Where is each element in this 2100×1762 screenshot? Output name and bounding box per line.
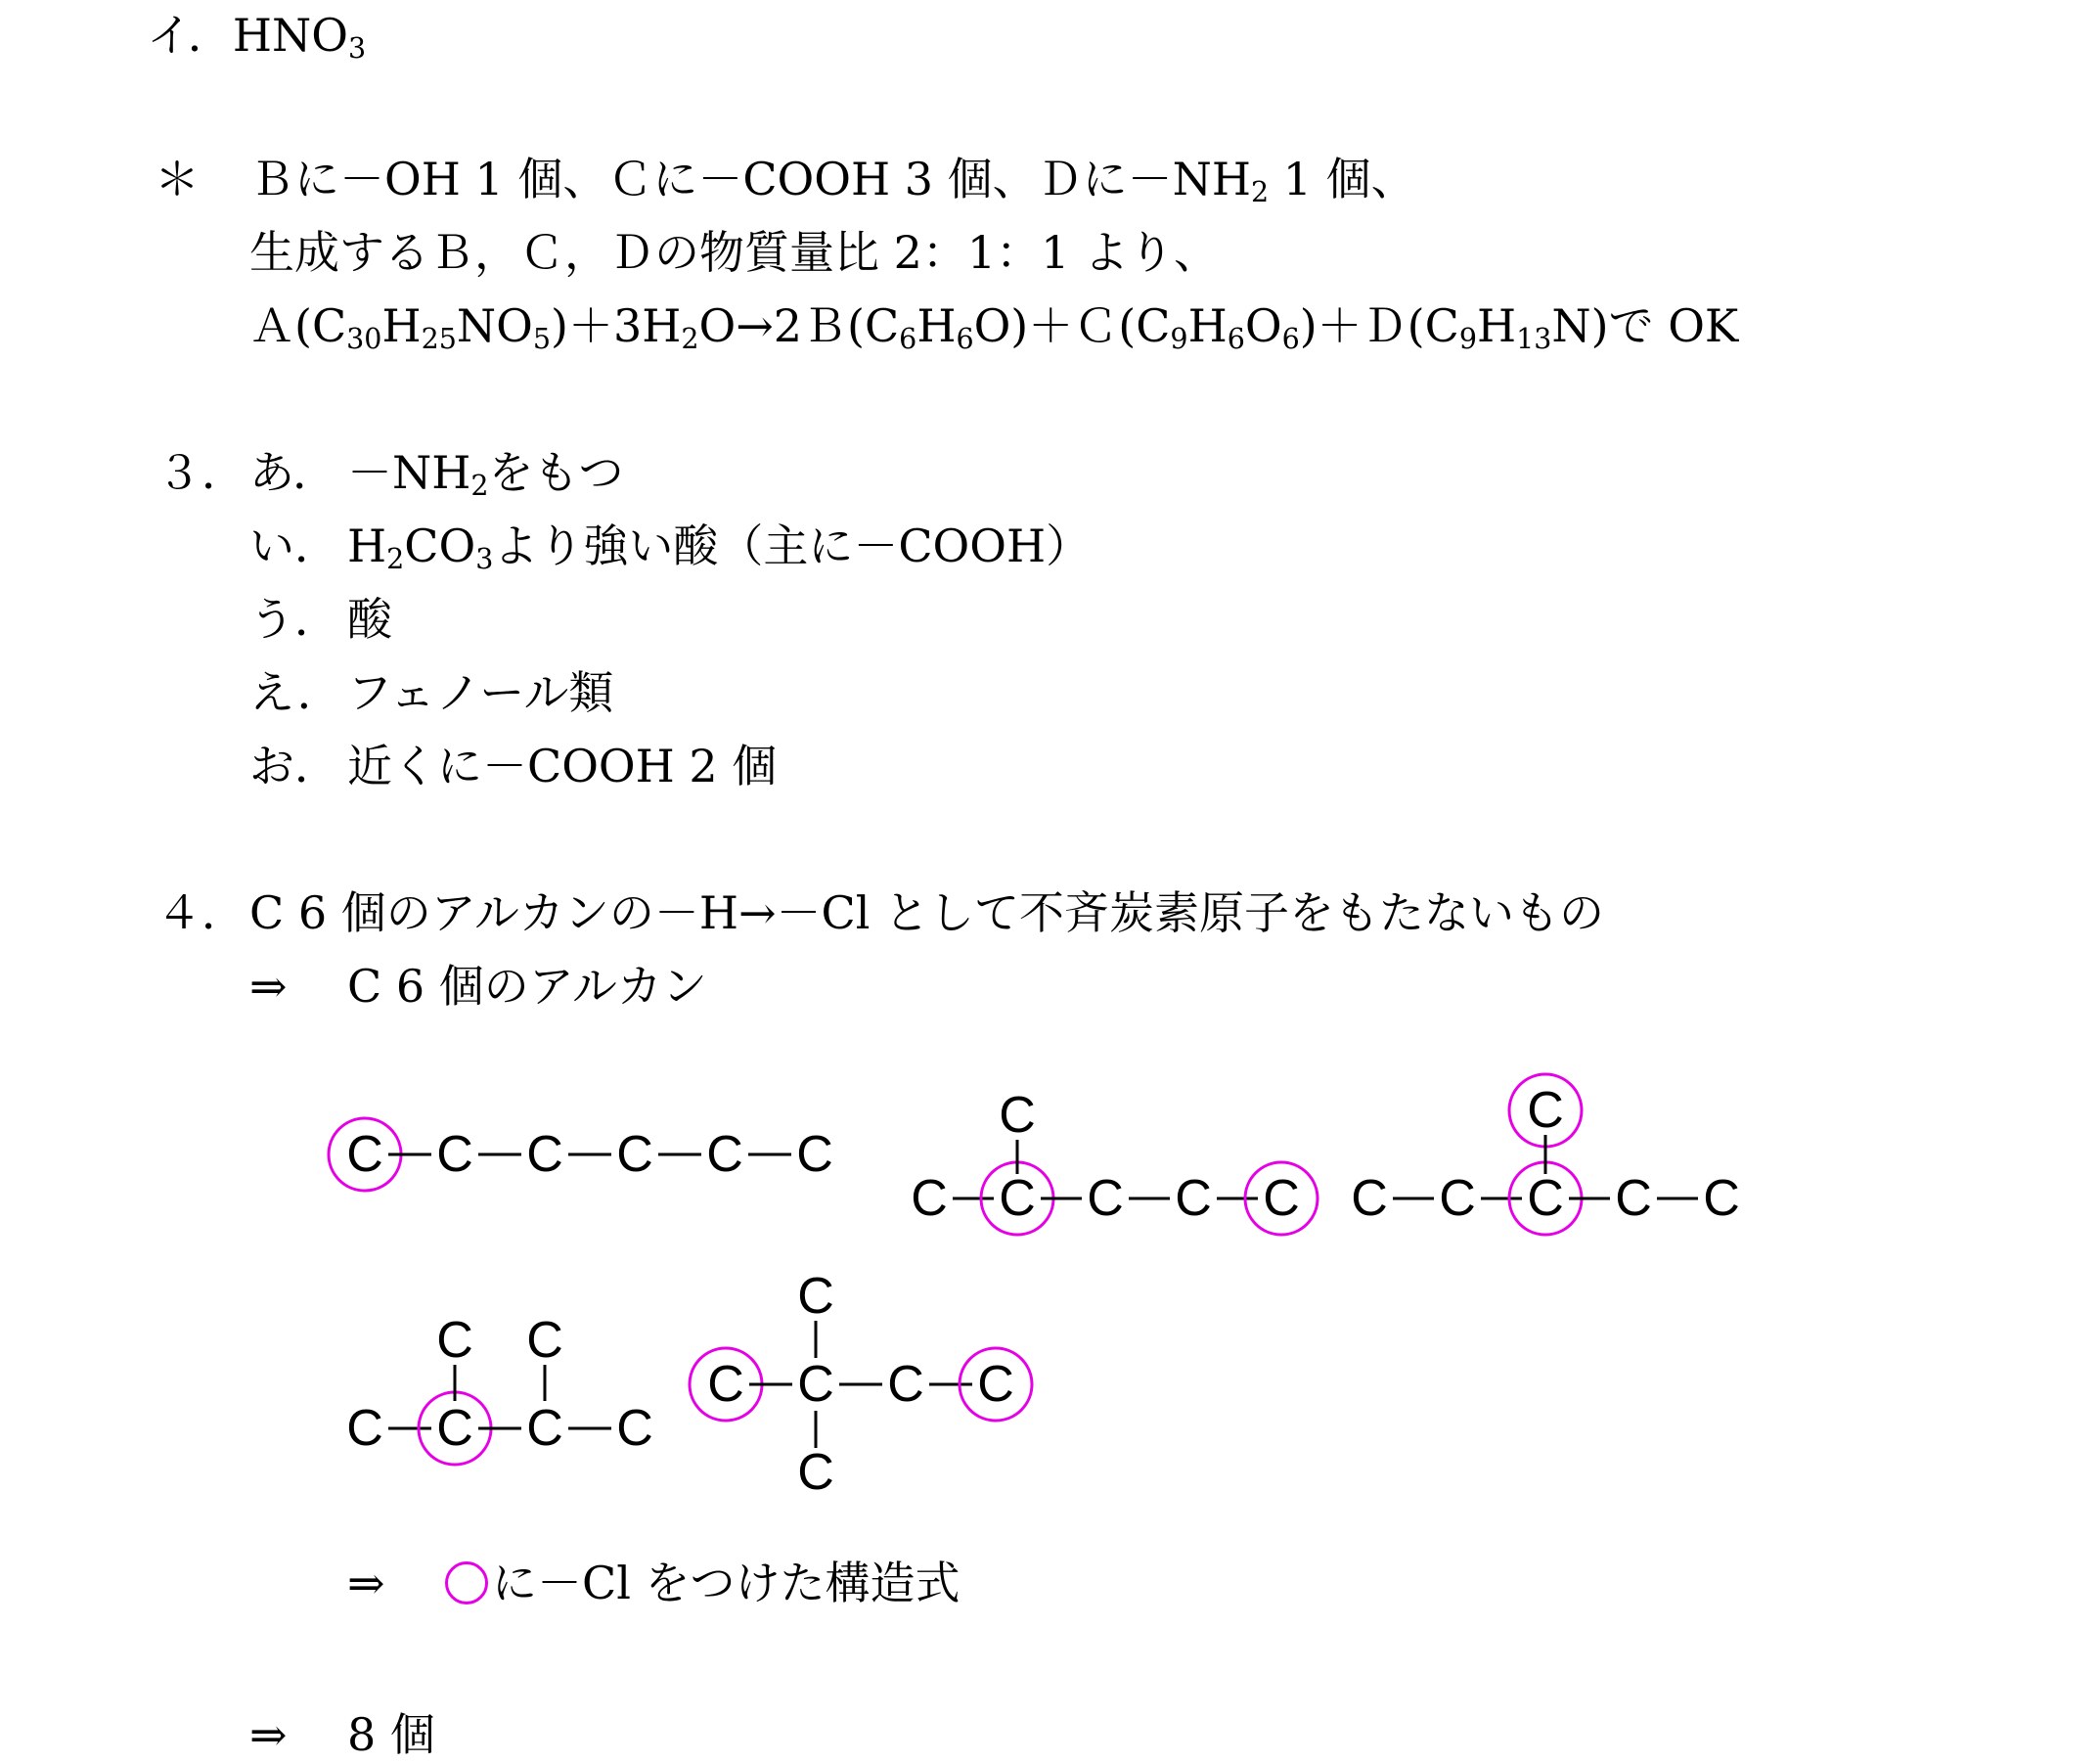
q4-line-4: ⇒ 8 個 [249, 1708, 435, 1761]
implies-arrow: ⇒ [249, 1708, 288, 1761]
q4-line-3: ⇒ に－Cl をつけた構造式 [347, 1557, 961, 1609]
carbon-atom: C [526, 1126, 563, 1183]
item-i: イ．$HNO_3$ [147, 9, 367, 66]
carbon-atom: C [977, 1356, 1014, 1413]
carbon-atom: C [436, 1400, 473, 1457]
q4-line-2: ⇒ C 6 個のアルカン [249, 960, 707, 1013]
q3-item-o: お． 近くに－COOH 2 個 [249, 740, 778, 792]
implies-arrow: ⇒ [249, 960, 288, 1013]
circle-marker-icon [445, 1561, 488, 1604]
star-line-1: Ｂに－OH 1 個、Ｃに－COOH 3 個、Ｄに$-NH_2$ 1 個、 [249, 153, 1416, 209]
carbon-atom: C [1703, 1170, 1740, 1227]
star-line-3-equation: $A(C_{30}H_{25}NO_5)+3H_2O\to 2B(C_6H_6O)+C(C_9H_6O_6)+D(C_9H_{13}N)$で OK [249, 299, 1739, 356]
carbon-atom: C [707, 1356, 744, 1413]
carbon-atom: C [526, 1312, 563, 1369]
star-mark: ＊ [155, 153, 200, 205]
carbon-atom: C [999, 1170, 1036, 1227]
carbon-atom: C [999, 1087, 1036, 1144]
carbon-atom: C [797, 1444, 834, 1501]
q3-item-a: あ． $-NH_2$をもつ [249, 446, 624, 503]
carbon-atom: C [797, 1268, 834, 1325]
q4-title: C 6 個のアルカンの－H→－Cl として不斉炭素原子をもたないもの [249, 886, 1605, 939]
carbon-atom: C [346, 1400, 383, 1457]
q3-item-u: う． 酸 [249, 593, 392, 646]
carbon-atom: C [1615, 1170, 1652, 1227]
carbon-atom: C [436, 1126, 473, 1183]
carbon-atom: C [1263, 1170, 1300, 1227]
carbon-atom: C [616, 1400, 653, 1457]
carbon-atom: C [616, 1126, 653, 1183]
q3-number: ３． [156, 446, 246, 499]
carbon-atom: C [797, 1356, 834, 1413]
carbon-atom: C [706, 1126, 743, 1183]
carbon-atom: C [1175, 1170, 1212, 1227]
carbon-atom: C [346, 1126, 383, 1183]
carbon-atom: C [796, 1126, 833, 1183]
q4-number: ４． [156, 886, 246, 939]
item-i-label: イ． [147, 9, 233, 62]
item-i-formula: HNO [232, 9, 348, 62]
implies-arrow: ⇒ [347, 1557, 385, 1609]
carbon-atom: C [887, 1356, 924, 1413]
carbon-atom: C [911, 1170, 948, 1227]
star-line-2: 生成するＢ，Ｃ，Ｄの物質量比 2：1：1 より、 [249, 226, 1220, 279]
q3-item-e: え． フェノール類 [249, 666, 614, 719]
carbon-atom: C [1351, 1170, 1388, 1227]
carbon-atom: C [526, 1400, 563, 1457]
carbon-atom: C [1527, 1082, 1564, 1139]
carbon-atom: C [436, 1312, 473, 1369]
carbon-atom: C [1527, 1170, 1564, 1227]
carbon-atom: C [1439, 1170, 1476, 1227]
q3-item-i: い． $H_2CO_3$より強い酸（主に－COOH） [249, 520, 1092, 576]
carbon-atom: C [1087, 1170, 1124, 1227]
